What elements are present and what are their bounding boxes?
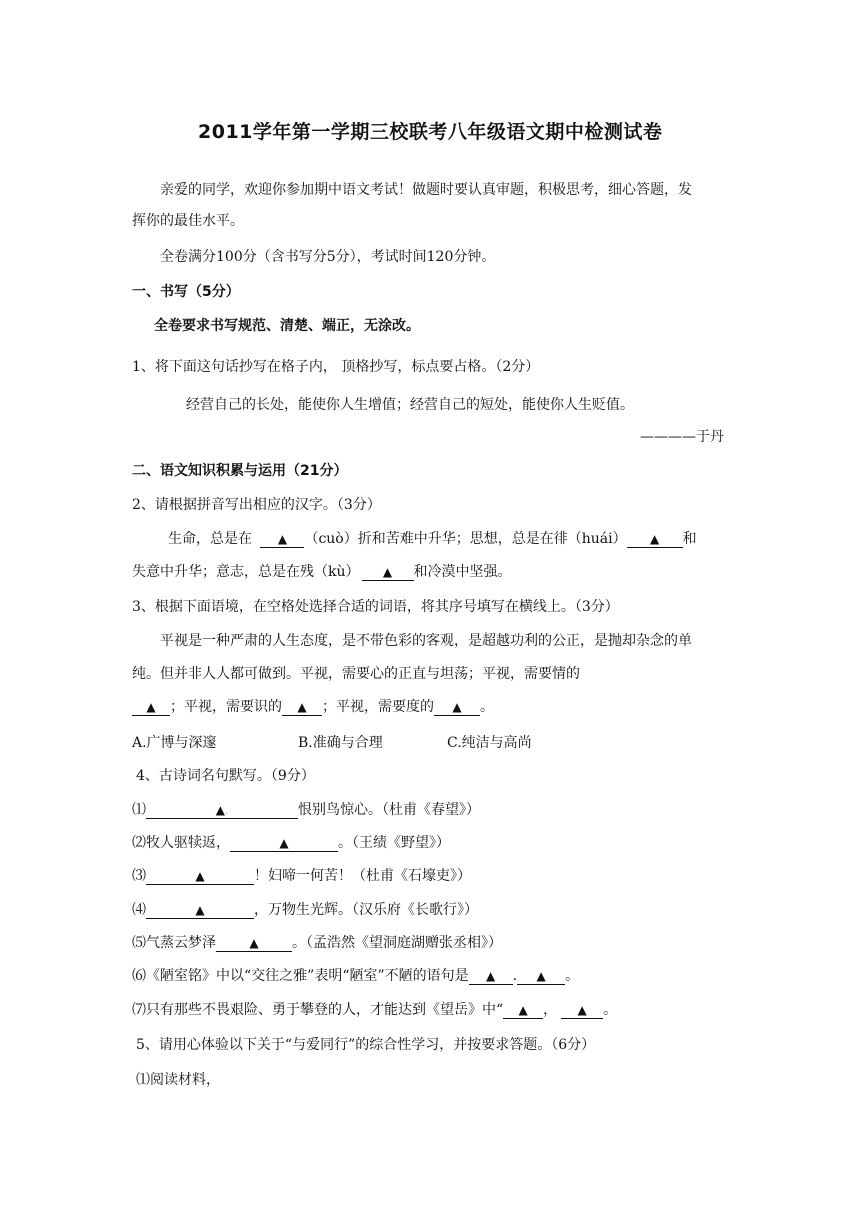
option-c: C.纯洁与高尚 [447,735,532,751]
poem-item-3 [132,867,471,885]
question-3-para-2: 纯。但并非人人都可做到。平视，需要心的正直与坦荡；平视，需要情的 [132,666,580,682]
triangle-icon: ▲ [536,969,546,983]
answer-blank[interactable] [282,699,322,716]
answer-blank[interactable] [260,531,304,548]
poem-item-2 [132,834,450,852]
poem-7-sep: ， [543,1002,558,1018]
answer-blank[interactable] [517,968,565,985]
question-2-line-1 [168,530,697,548]
poem-4-num: ⑷ [132,902,146,918]
q2-text-e: 和冷漠中坚强。 [413,564,512,580]
triangle-icon: ▲ [486,969,496,983]
poem-2-text-a: ⑵牧人驱犊返， [132,835,230,851]
poem-item-5 [132,934,502,952]
triangle-icon: ▲ [146,700,156,714]
intro-line-3: 全卷满分100分（含书写分5分），考试时间120分钟。 [160,249,496,265]
question-5-stem: 5、请用心体验以下关于“与爱同行”的综合性学习，并按要求答题。（6分） [136,1037,596,1053]
poem-5-text-a: ⑸气蒸云梦泽 [132,935,216,951]
q2-text-c: 和 [682,531,697,547]
intro-line-2: 挥你的最佳水平。 [132,213,244,229]
triangle-icon: ▲ [382,565,393,579]
answer-blank[interactable] [362,564,414,581]
answer-blank[interactable] [627,531,683,548]
poem-2-text-b: 。（王绩《野望》） [338,835,450,851]
triangle-icon: ▲ [649,532,660,546]
answer-blank[interactable] [230,835,338,852]
question-3-para-3 [132,698,494,716]
answer-blank[interactable] [434,699,480,716]
q2-text-b: （cuò）折和苦难中升华；思想，总是在徘（huái） [304,531,627,547]
answer-blank[interactable] [561,1002,603,1019]
answer-blank[interactable] [146,902,254,919]
poem-3-num: ⑶ [132,868,146,884]
q3-text-c: 。 [480,699,494,715]
triangle-icon: ▲ [452,700,462,714]
poem-1-text: 恨别鸟惊心。（杜甫《春望》） [298,802,480,818]
answer-blank[interactable] [132,699,170,716]
poem-5-text-b: 。（孟浩然《望洞庭湖赠张丞相》） [292,935,502,951]
question-2-line-2 [132,563,512,581]
poem-item-4 [132,901,478,919]
triangle-icon: ▲ [518,1003,528,1017]
question-4-stem: 4、古诗词名句默写。（9分） [136,768,315,784]
answer-blank[interactable] [503,1002,543,1019]
question-2-stem: 2、请根据拼音写出相应的汉字。（3分） [132,497,381,513]
answer-blank[interactable] [216,935,292,952]
q3-text-a: ；平视，需要识的 [170,699,282,715]
option-a: A.广博与深邃 [132,735,217,751]
poem-6-text-a: ⑹《陋室铭》中以“交往之雅”表明“陋室”不陋的语句是 [132,968,469,984]
question-1: 1、将下面这句话抄写在格子内， 顶格抄写，标点要占格。（2分） [132,359,540,375]
poem-item-1 [132,801,480,819]
triangle-icon: ▲ [195,903,205,917]
poem-7-text-a: ⑺只有那些不畏艰险、勇于攀登的人，才能达到《望岳》中“ [132,1002,504,1018]
q2-text-d: 失意中升华；意志，总是在残（kù） [132,564,360,580]
poem-7-end: 。 [603,1002,618,1018]
option-b: B.准确与合理 [298,735,383,751]
answer-blank[interactable] [146,802,298,819]
intro-line-1: 亲爱的同学，欢迎你参加期中语文考试！做题时要认真审题，积极思考，细心答题，发 [160,182,692,198]
poem-6-end: 。 [565,968,580,984]
triangle-icon: ▲ [195,869,205,883]
question-5-sub-1: ⑴阅读材料， [136,1072,220,1088]
answer-blank[interactable] [469,968,513,985]
quote-text: 经营自己的长处，能使你人生增值；经营自己的短处，能使你人生贬值。 [186,397,634,413]
page-title: 2011学年第一学期三校联考八年级语文期中检测试卷 [198,121,663,143]
poem-6-sep: . [512,968,518,984]
triangle-icon: ▲ [297,700,307,714]
quote-author: ————于丹 [640,429,724,445]
section1-heading: 一、书写（5分） [132,284,240,300]
section1-note: 全卷要求书写规范、清楚、端正，无涂改。 [154,318,420,334]
dot-mark: . [225,806,229,817]
question-3-stem: 3、根据下面语境，在空格处选择合适的词语，将其序号填写在横线上。（3分） [132,599,619,615]
section2-heading: 二、语文知识积累与运用（21分） [132,463,348,479]
triangle-icon: ▲ [277,532,288,546]
triangle-icon: ▲ [215,803,226,817]
q2-text-a: 生命，总是在 [168,531,252,547]
answer-blank[interactable] [146,868,254,885]
poem-4-text: ，万物生光辉。（汉乐府《长歌行》） [254,902,478,918]
poem-item-7 [132,1001,617,1019]
question-3-para-1: 平视是一种严肃的人生态度，是不带色彩的客观，是超越功利的公正，是抛却杂念的单 [160,633,692,649]
triangle-icon: ▲ [577,1003,587,1017]
poem-item-6 [132,967,579,985]
triangle-icon: ▲ [279,836,289,850]
q3-text-b: ；平视，需要度的 [322,699,434,715]
poem-3-text: ！妇啼一何苦！（杜甫《石壕吏》） [254,868,471,884]
triangle-icon: ▲ [249,936,259,950]
poem-1-num: ⑴ [132,802,146,818]
